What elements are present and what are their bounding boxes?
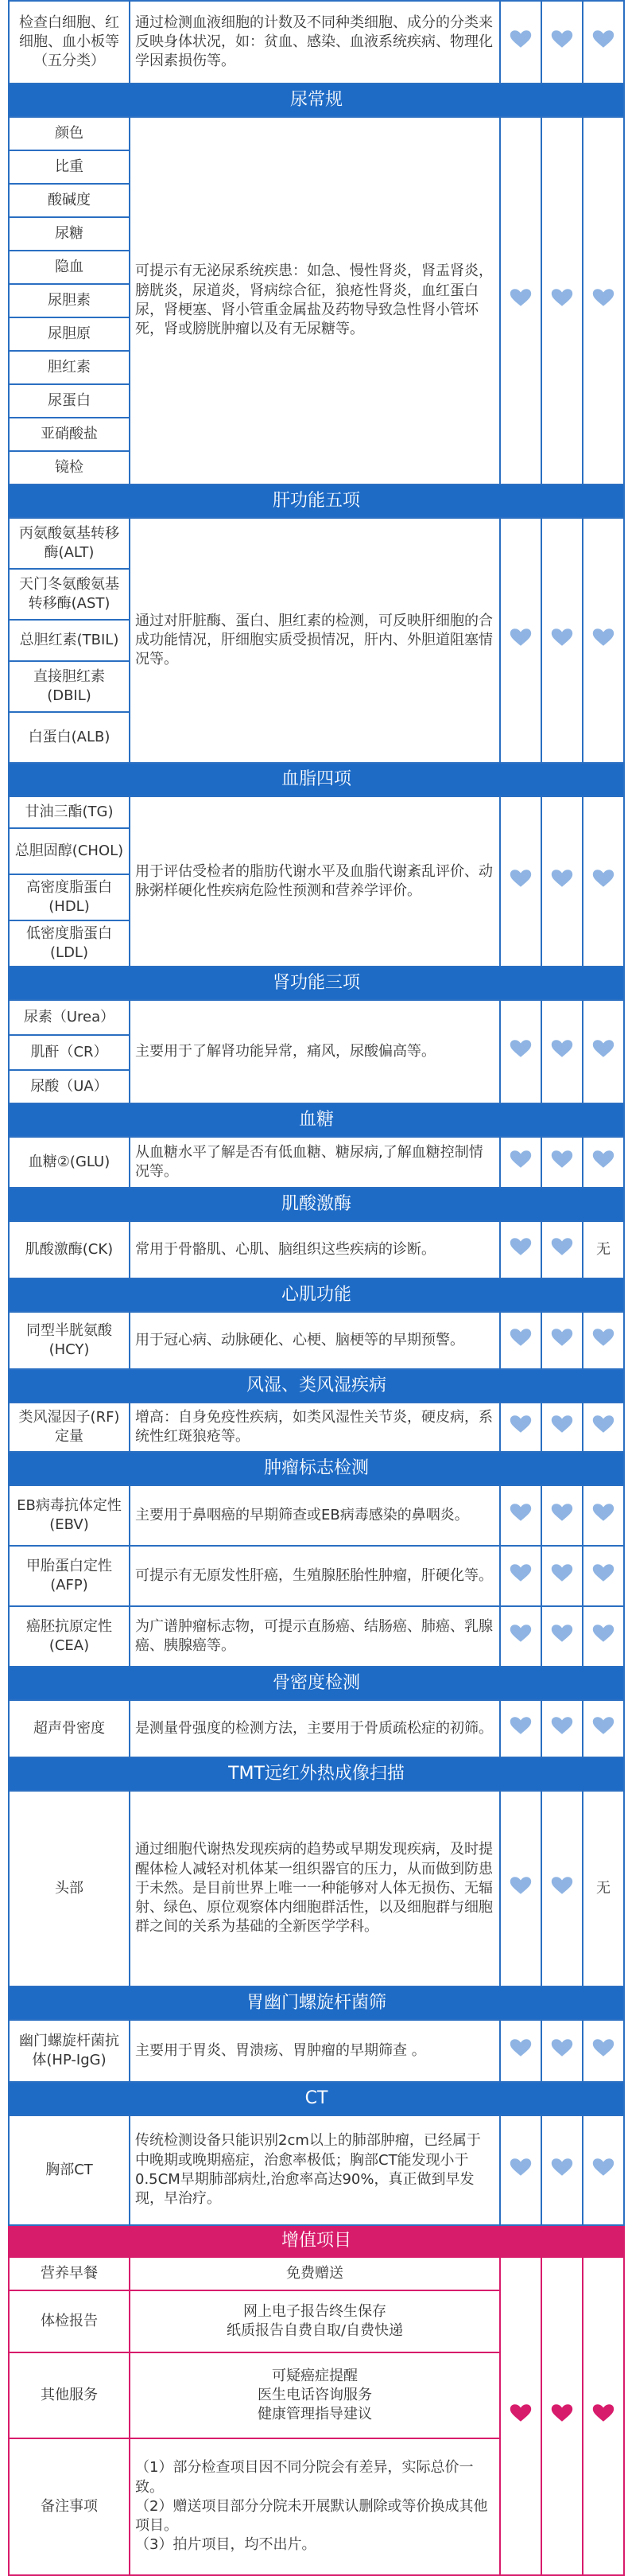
heart-icon xyxy=(509,1039,533,1058)
mark-cell xyxy=(583,1137,624,1188)
item-name: 白蛋白(ALB) xyxy=(9,712,130,763)
value-added-item: 备注事项 xyxy=(9,2438,130,2575)
mark-cell xyxy=(541,1221,583,1278)
mark-cell xyxy=(500,1137,541,1188)
item-description: 常用于骨骼肌、心肌、脑组织这些疾病的诊断。 xyxy=(130,1221,500,1278)
description-line: 医生电话咨询服务 xyxy=(258,2386,372,2403)
table-row xyxy=(9,1403,624,1452)
mark-cell xyxy=(541,1,583,84)
heart-icon xyxy=(550,1503,574,1522)
item-name: 尿糖 xyxy=(9,217,130,251)
item-name: 颜色 xyxy=(9,117,130,150)
item-name: 比重 xyxy=(9,150,130,184)
value-added-row xyxy=(9,2257,624,2290)
section-title: 增值项目 xyxy=(9,2225,624,2257)
item-description: 通过检测血液细胞的计数及不同种类细胞、成分的分类来反映身体状况，如：贫血、感染、血液系统疾病、物理化学因素损伤等。 xyxy=(130,1,500,84)
heart-icon xyxy=(509,1503,533,1522)
heart-icon xyxy=(550,628,574,647)
item-name: 低密度脂蛋白(LDL) xyxy=(9,920,130,967)
table-row xyxy=(9,2115,624,2225)
table-row xyxy=(9,1137,624,1188)
mark-text: 无 xyxy=(596,1241,611,1259)
mark-cell xyxy=(583,518,624,763)
mark-cell xyxy=(583,1546,624,1606)
section-title: 肝功能五项 xyxy=(9,484,624,518)
mark-cell xyxy=(583,1606,624,1667)
section-header-row xyxy=(9,1757,624,1791)
table-row xyxy=(9,1700,624,1757)
heart-icon xyxy=(591,1150,615,1169)
item-name: 超声骨密度 xyxy=(9,1700,130,1757)
table-row xyxy=(9,1000,624,1035)
item-description: 为广谱肿瘤标志物，可提示直肠癌、结肠癌、肺癌、乳腺癌、胰腺癌等。 xyxy=(130,1606,500,1667)
heart-icon xyxy=(591,1328,615,1347)
heart-icon xyxy=(509,2158,533,2177)
mark-cell xyxy=(500,518,541,763)
mark-cell xyxy=(500,1312,541,1369)
heart-icon xyxy=(550,1624,574,1643)
heart-icon xyxy=(509,1237,533,1256)
value-added-header-row xyxy=(9,2225,624,2257)
value-added-description xyxy=(130,2257,500,2290)
section-header-row xyxy=(9,1986,624,2020)
checkup-package-table xyxy=(8,0,625,2576)
item-description: 通过对肝脏酶、蛋白、胆红素的检测，可反映肝细胞的合成功能情况，肝细胞实质受损情况，肝内、外胆道阻塞情况等。 xyxy=(130,518,500,763)
item-description: 从血糖水平了解是否有低血糖、糖尿病,了解血糖控制情况等。 xyxy=(130,1137,500,1188)
item-name: 幽门螺旋杆菌抗体(HP-IgG) xyxy=(9,2020,130,2082)
mark-cell xyxy=(541,1137,583,1188)
mark-cell xyxy=(541,796,583,967)
section-title: TMT远红外热成像扫描 xyxy=(9,1757,624,1791)
heart-icon xyxy=(509,869,533,888)
section-title: 胃幽门螺旋杆菌筛 xyxy=(9,1986,624,2020)
mark-cell xyxy=(583,1700,624,1757)
heart-icon xyxy=(550,2158,574,2177)
item-name: 肌酐（CR） xyxy=(9,1035,130,1070)
item-name: 天门冬氨酸氨基转移酶(AST) xyxy=(9,569,130,620)
heart-icon xyxy=(509,29,533,49)
heart-icon xyxy=(591,2403,615,2422)
item-name: 检查白细胞、红细胞、血小板等（五分类） xyxy=(9,1,130,84)
item-name: 尿胆原 xyxy=(9,317,130,351)
item-name: 尿素（Urea） xyxy=(9,1000,130,1035)
value-added-item: 营养早餐 xyxy=(9,2257,130,2290)
heart-icon xyxy=(591,628,615,647)
section-title: 骨密度检测 xyxy=(9,1667,624,1700)
heart-icon xyxy=(509,1876,533,1895)
table-row xyxy=(9,1791,624,1986)
heart-icon xyxy=(591,1503,615,1522)
mark-cell xyxy=(583,1221,624,1278)
item-name: 丙氨酸氨基转移酶(ALT) xyxy=(9,518,130,569)
mark-cell xyxy=(500,1221,541,1278)
section-title: 心肌功能 xyxy=(9,1278,624,1312)
table-row xyxy=(9,1,624,84)
heart-icon xyxy=(509,1563,533,1582)
section-title: 肌酸激酶 xyxy=(9,1188,624,1221)
section-header-row xyxy=(9,1667,624,1700)
remark-line: （2）赠送项目部分分院未开展默认删除或等价换成其他项目。 xyxy=(135,2497,488,2535)
section-header-row xyxy=(9,84,624,117)
heart-icon xyxy=(509,2038,533,2057)
mark-text: 无 xyxy=(596,1880,611,1897)
item-description: 用于评估受检者的脂肪代谢水平及血脂代谢紊乱评价、动脉粥样硬化性疾病危险性预测和营养学评价。 xyxy=(130,796,500,967)
mark-cell xyxy=(500,1546,541,1606)
section-header-row xyxy=(9,967,624,1000)
mark-cell xyxy=(500,2257,541,2575)
mark-cell xyxy=(541,1546,583,1606)
heart-icon xyxy=(591,2038,615,2057)
item-name: 头部 xyxy=(9,1791,130,1986)
item-name: 甲胎蛋白定性(AFP) xyxy=(9,1546,130,1606)
heart-icon xyxy=(591,1414,615,1434)
description-line: 健康管理指导建议 xyxy=(258,2406,372,2423)
item-description: 主要用于胃炎、胃溃疡、胃肿瘤的早期筛查 。 xyxy=(130,2020,500,2082)
mark-cell xyxy=(541,1000,583,1103)
section-header-row xyxy=(9,1103,624,1137)
item-description: 主要用于了解肾功能异常，痛风，尿酸偏高等。 xyxy=(130,1000,500,1103)
item-name: 甘油三酯(TG) xyxy=(9,796,130,828)
mark-cell xyxy=(583,117,624,484)
heart-icon xyxy=(550,2038,574,2057)
heart-icon xyxy=(509,628,533,647)
mark-cell xyxy=(541,2115,583,2225)
mark-cell xyxy=(500,2020,541,2082)
mark-cell xyxy=(583,1312,624,1369)
item-description: 可提示有无原发性肝癌，生殖腺胚胎性肿瘤，肝硬化等。 xyxy=(130,1546,500,1606)
item-name: 亚硝酸盐 xyxy=(9,418,130,451)
value-added-description xyxy=(130,2352,500,2438)
heart-icon xyxy=(591,29,615,49)
item-name: 尿蛋白 xyxy=(9,384,130,418)
item-description: 用于冠心病、动脉硬化、心梗、脑梗等的早期预警。 xyxy=(130,1312,500,1369)
heart-icon xyxy=(550,288,574,307)
remarks-text xyxy=(130,2438,500,2575)
table-row xyxy=(9,796,624,828)
section-header-row xyxy=(9,1278,624,1312)
table-row xyxy=(9,1606,624,1667)
mark-cell xyxy=(541,1485,583,1546)
heart-icon xyxy=(591,1624,615,1643)
item-description: 是测量骨强度的检测方法，主要用于骨质疏松症的初筛。 xyxy=(130,1700,500,1757)
section-title: 肿瘤标志检测 xyxy=(9,1452,624,1485)
section-header-row xyxy=(9,2082,624,2115)
heart-icon xyxy=(591,1716,615,1735)
item-name: 总胆红素(TBIL) xyxy=(9,620,130,661)
heart-icon xyxy=(591,288,615,307)
heart-icon xyxy=(591,1563,615,1582)
mark-cell xyxy=(500,1791,541,1986)
heart-icon xyxy=(591,2158,615,2177)
heart-icon xyxy=(509,2403,533,2422)
mark-cell xyxy=(583,1791,624,1986)
mark-cell xyxy=(500,1700,541,1757)
heart-icon xyxy=(550,2403,574,2422)
heart-icon xyxy=(591,1039,615,1058)
item-name: 总胆固醇(CHOL) xyxy=(9,828,130,874)
mark-cell xyxy=(583,2115,624,2225)
table-row xyxy=(9,2020,624,2082)
mark-cell xyxy=(583,796,624,967)
item-description: 通过细胞代谢热发现疾病的趋势或早期发现疾病，及时提醒体检人减轻对机体某一组织器官的压力，从而做到防患于未然。是目前世界上唯一一种能够对人体无损伤、无辐射、绿色、原位观察体内细胞群活性，以及细胞群与细胞群之间的关系为基础的全新医学学科。 xyxy=(130,1791,500,1986)
item-description: 可提示有无泌尿系统疾患：如急、慢性肾炎，肾盂肾炎，膀胱炎，尿道炎，肾病综合征，狼疮性肾炎，血红蛋白尿，肾梗塞、肾小管重金属盐及药物导致急性肾小管坏死，肾或膀胱肿瘤以及有无尿糖等。 xyxy=(130,117,500,484)
heart-icon xyxy=(550,1716,574,1735)
table-row xyxy=(9,1546,624,1606)
value-added-description xyxy=(130,2290,500,2352)
table-row xyxy=(9,1485,624,1546)
item-name: 胸部CT xyxy=(9,2115,130,2225)
item-name: 高密度脂蛋白(HDL) xyxy=(9,874,130,920)
value-added-item: 体检报告 xyxy=(9,2290,130,2352)
mark-cell xyxy=(500,1000,541,1103)
mark-cell xyxy=(500,117,541,484)
heart-icon xyxy=(550,1039,574,1058)
description-line: 可疑癌症提醒 xyxy=(272,2367,358,2384)
item-name: 直接胆红素(DBIL) xyxy=(9,661,130,712)
mark-cell xyxy=(500,1403,541,1452)
section-header-row xyxy=(9,1452,624,1485)
item-name: EB病毒抗体定性(EBV) xyxy=(9,1485,130,1546)
description-line: 纸质报告自费自取/自费快递 xyxy=(226,2322,404,2339)
mark-cell xyxy=(583,1485,624,1546)
mark-cell xyxy=(541,117,583,484)
heart-icon xyxy=(509,1414,533,1434)
mark-cell xyxy=(583,1000,624,1103)
mark-cell xyxy=(500,1485,541,1546)
remark-line: （3）拍片项目，均不出片。 xyxy=(135,2536,316,2554)
mark-cell xyxy=(541,1606,583,1667)
value-added-item: 其他服务 xyxy=(9,2352,130,2438)
mark-cell xyxy=(541,1312,583,1369)
item-name: 酸碱度 xyxy=(9,184,130,217)
item-description: 主要用于鼻咽癌的早期筛查或EB病毒感染的鼻咽炎。 xyxy=(130,1485,500,1546)
mark-cell xyxy=(541,1700,583,1757)
table-row xyxy=(9,1221,624,1278)
table-row xyxy=(9,117,624,150)
mark-cell xyxy=(583,2257,624,2575)
section-title: 风湿、类风湿疾病 xyxy=(9,1369,624,1403)
heart-icon xyxy=(550,1150,574,1169)
section-title: 血脂四项 xyxy=(9,763,624,796)
item-name: 隐血 xyxy=(9,251,130,284)
heart-icon xyxy=(509,1716,533,1735)
heart-icon xyxy=(550,29,574,49)
heart-icon xyxy=(550,1876,574,1895)
item-name: 尿酸（UA） xyxy=(9,1070,130,1103)
item-name: 镜检 xyxy=(9,451,130,484)
mark-cell xyxy=(500,1606,541,1667)
mark-cell xyxy=(583,1,624,84)
item-name: 胆红素 xyxy=(9,351,130,384)
mark-cell xyxy=(541,2257,583,2575)
item-description: 传统检测设备只能识别2cm以上的肺部肿瘤，已经属于中晚期或晚期癌症，治愈率极低；胸部CT能发现小于0.5CM早期肺部病灶,治愈率高达90%，真正做到早发现，早治疗。 xyxy=(130,2115,500,2225)
mark-cell xyxy=(583,1403,624,1452)
heart-icon xyxy=(509,288,533,307)
mark-cell xyxy=(500,796,541,967)
section-header-row xyxy=(9,763,624,796)
mark-cell xyxy=(541,1791,583,1986)
mark-cell xyxy=(583,2020,624,2082)
heart-icon xyxy=(550,1237,574,1256)
item-name: 血糖②(GLU) xyxy=(9,1137,130,1188)
item-name: 癌胚抗原定性(CEA) xyxy=(9,1606,130,1667)
mark-cell xyxy=(500,1,541,84)
heart-icon xyxy=(550,1414,574,1434)
heart-icon xyxy=(550,1328,574,1347)
mark-cell xyxy=(541,2020,583,2082)
table-row xyxy=(9,1312,624,1369)
mark-cell xyxy=(541,1403,583,1452)
heart-icon xyxy=(550,869,574,888)
section-title: 血糖 xyxy=(9,1103,624,1137)
remark-line: （1）部分检查项目因不同分院会有差异，实际总价一致。 xyxy=(135,2459,474,2496)
item-name: 类风湿因子(RF)定量 xyxy=(9,1403,130,1452)
heart-icon xyxy=(509,1328,533,1347)
item-name: 肌酸激酶(CK) xyxy=(9,1221,130,1278)
item-name: 尿胆素 xyxy=(9,284,130,317)
heart-icon xyxy=(509,1624,533,1643)
description-line: 免费赠送 xyxy=(286,2264,343,2282)
mark-cell xyxy=(500,2115,541,2225)
mark-cell xyxy=(541,518,583,763)
heart-icon xyxy=(550,1563,574,1582)
description-line: 网上电子报告终生保存 xyxy=(243,2302,386,2320)
section-header-row xyxy=(9,1369,624,1403)
section-title: 尿常规 xyxy=(9,84,624,117)
table-row xyxy=(9,518,624,569)
section-header-row xyxy=(9,1188,624,1221)
heart-icon xyxy=(591,869,615,888)
item-description: 增高：自身免疫性疾病，如类风湿性关节炎，硬皮病，系统性红斑狼疮等。 xyxy=(130,1403,500,1452)
section-title: 肾功能三项 xyxy=(9,967,624,1000)
section-header-row xyxy=(9,484,624,518)
section-title: CT xyxy=(9,2082,624,2115)
item-name: 同型半胱氨酸(HCY) xyxy=(9,1312,130,1369)
heart-icon xyxy=(509,1150,533,1169)
